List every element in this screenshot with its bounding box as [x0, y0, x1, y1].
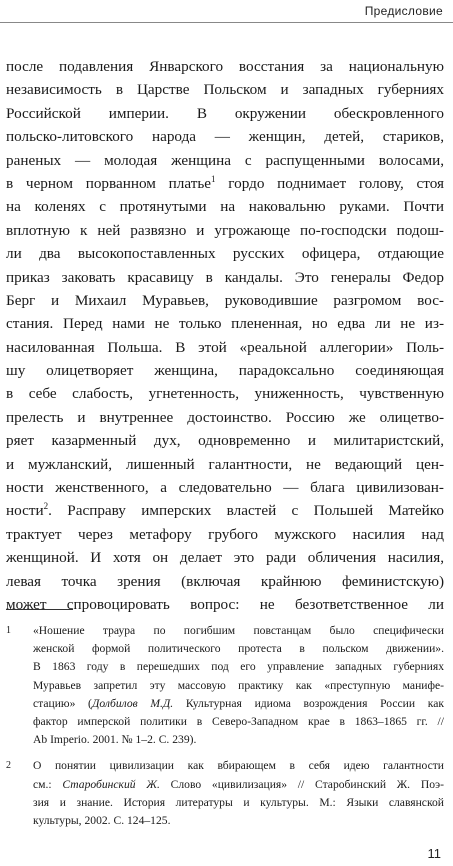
- footnote-line: зия и знание. История литературы и культуры. М.: Языки славянской: [33, 795, 444, 809]
- text-line: женщиной. И хотя он делает это ради обличения насилия,: [6, 549, 444, 567]
- text-line: стания. Перед нами не только плененная, но едва ли не из-: [6, 315, 444, 333]
- text-line: ности женственного, а следовательно — блага цивилизован-: [6, 479, 444, 497]
- footnote-line: «Ношение траура по погибшим повстанцам было специфически: [33, 624, 444, 637]
- text-line: ряет казарменный дух, одновременно и милитаристский,: [6, 432, 444, 450]
- footnote-1: [6, 622, 444, 749]
- text-line: прелесть и внутреннее достоинство. Россию же олицетво-: [6, 408, 444, 426]
- footnote-line: фактор имперской политики в Северо-Западном крае в 1863–1865 гг. //: [33, 714, 444, 728]
- text-fragment: в черном порванном платье: [6, 174, 212, 192]
- author-name: Долбилов М.Д.: [91, 696, 174, 710]
- footnote-separator: [6, 609, 73, 610]
- text-line: [6, 172, 444, 195]
- text-line: после подавления Январского восстания за национальную: [6, 58, 444, 75]
- footnote-2: [6, 757, 444, 830]
- text-fragment: ности: [6, 502, 44, 520]
- author-name: Старобинский Ж.: [62, 777, 160, 791]
- text-line: левая точка зрения (включая крайнюю феминистскую): [6, 572, 444, 590]
- text-fragment: гордо поднимает голову, стоя: [215, 174, 444, 192]
- footnote-line: культуры, 2002. С. 124–125.: [33, 813, 171, 827]
- text-line: независимость в Царстве Польском и западных губерниях: [6, 81, 444, 99]
- footnotes: [6, 622, 444, 838]
- footnote-line: Ab Imperio. 2001. № 1–2. С. 239).: [33, 733, 197, 747]
- text-line: может спровоцировать вопрос: не безответственное ли: [6, 595, 444, 613]
- text-line: [6, 499, 444, 522]
- text-fragment: стацию» (: [33, 696, 92, 710]
- text-fragment: Слово «цивилизация» // Старобинский Ж. Поэ-: [159, 777, 444, 791]
- text-fragment: см.:: [33, 777, 63, 791]
- text-line: трактует через метафору грубого мужского насилия над: [6, 525, 444, 543]
- text-line: приказ заковать красавицу в кандалы. Это генералы Федор: [6, 268, 444, 286]
- text-line: польско-литовского народа — женщин, детей, стариков,: [6, 128, 444, 146]
- footnote-line: [33, 776, 444, 794]
- footnote-number: 1: [6, 625, 11, 636]
- text-line: в себе слабость, угнетенность, униженность, чувственную: [6, 385, 444, 403]
- text-line: ли два высокопоставленных русских офицера, отдающие: [6, 245, 444, 263]
- text-line: Берг и Михаил Муравьев, руководившие разгромом вос-: [6, 291, 444, 309]
- header-rule: [0, 22, 453, 23]
- footnote-line: Муравьев запретил эту массовую практику как «преступную манифе-: [33, 678, 444, 692]
- text-line: раненых — молодая женщина с распущенными волосами,: [6, 151, 444, 169]
- text-line: вплотную к ней развязно и угрожающе по-господски подош-: [6, 221, 444, 239]
- text-line: Российской империи. В окружении обескровленного: [6, 104, 444, 122]
- text-line: шу олицетворяет женщина, парадоксально соединяющая: [6, 362, 444, 380]
- footnote-line: [33, 695, 444, 713]
- text-fragment: . Расправу имперских властей с Польшей Матейко: [48, 502, 444, 520]
- footnote-line: О понятии цивилизации как вбирающем в себя идею галантности: [33, 759, 444, 773]
- footnote-number: 2: [6, 760, 11, 772]
- footnote-line: женской формой политического протеста в польском движении».: [33, 642, 444, 656]
- running-header: Предисловие: [364, 4, 443, 18]
- text-line: насилованная Польша. В этой «реальной аллегории» Поль-: [6, 338, 444, 356]
- footnote-ref-2[interactable]: 2: [43, 501, 49, 512]
- text-fragment: Культурная идиома возрождения России как: [173, 696, 444, 710]
- text-line: на коленях с протянутыми на наковальню руками. Почти: [6, 198, 444, 216]
- page-number: 11: [427, 846, 441, 861]
- main-text: [6, 55, 444, 616]
- footnote-ref-1[interactable]: 1: [211, 173, 216, 184]
- footnote-line: В 1863 году в перешедших под его управление западных губерниях: [33, 660, 444, 674]
- text-line: и мужланский, лишенный галантности, не ведающий цен-: [6, 455, 444, 473]
